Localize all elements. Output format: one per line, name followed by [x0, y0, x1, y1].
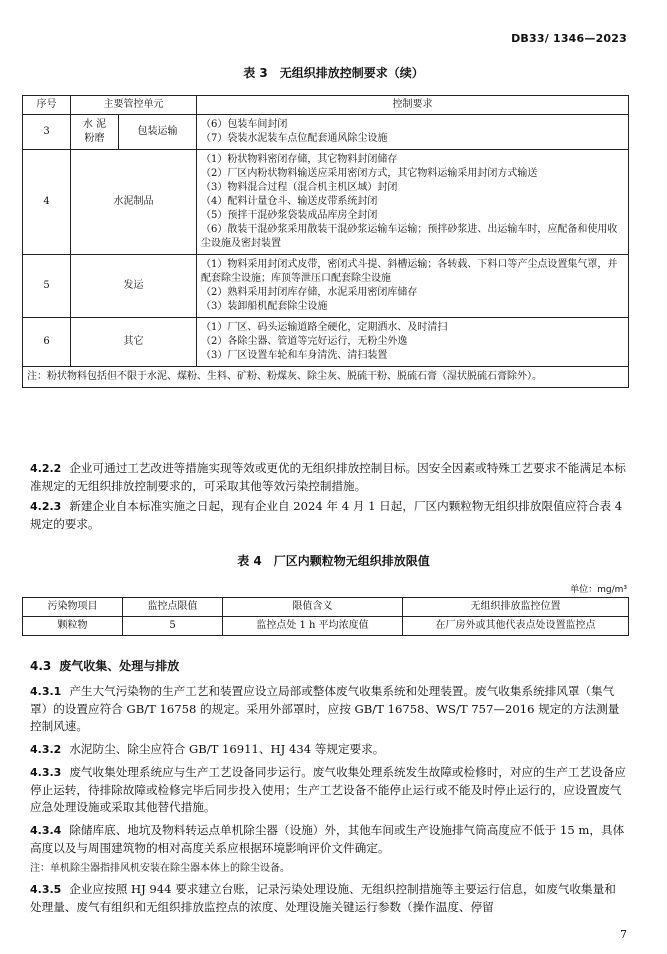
clause-number: 4.3.2	[30, 743, 62, 756]
requirement-item: （2）各除尘器、管道等完好运行，无粉尘外逸	[201, 336, 408, 347]
requirement-item: （6）包装车间封闭	[201, 119, 288, 130]
clause-text: 产生大气污染物的生产工艺和装置应设立局部或整体废气收集系统和处理装置。废气收集系统排风罩（集气罩）的设置应符合 GB/T 16758 的规定。采用外部罩时，应按 GB/T 16758、WS/T 757—2016 规定的方法测量控制风速。	[30, 684, 620, 733]
clause-number: 4.2.2	[30, 462, 62, 475]
requirement-item: （6）散装干混砂浆采用散装干混砂浆运输车运输；预拌砂浆进、出运输车时，应配备和使用收尘设施及密封装置	[201, 224, 618, 249]
section-title: 废气收集、处理与排放	[59, 659, 180, 673]
requirement-item: （2）熟料采用封闭库存储，水泥采用密闭库储存	[201, 287, 418, 298]
row-requirements	[197, 150, 629, 255]
cell-location: 在厂房外或其他代表点处设置监控点	[403, 617, 629, 636]
row-unit: 包装运输	[119, 115, 197, 150]
requirement-item: （1）物料采用封闭式皮带，密闭式斗提、斜槽运输；各转载、下料口等产尘点设置集气罩，并配套除尘设施；库顶等泄压口配套除尘设施	[201, 259, 618, 284]
header-requirements: 控制要求	[197, 96, 629, 115]
table-3-title: 表 3 无组织排放控制要求（续）	[243, 66, 424, 80]
cell-pollutant: 颗粒物	[23, 617, 123, 636]
header-pollutant: 污染物项目	[23, 598, 123, 617]
clause-number: 4.3.1	[30, 685, 62, 698]
table-3-note: 注：粉状物料包括但不限于水泥、煤粉、生料、矿粉、粉煤灰、除尘灰、脱硫干粉、脱硫石膏（湿状脱硫石膏除外）。	[23, 367, 629, 388]
row-seq: 4	[23, 150, 71, 255]
row-requirements	[197, 115, 629, 150]
table-3	[22, 95, 629, 388]
table-4	[22, 597, 629, 636]
row-unit: 水泥制品	[71, 150, 197, 255]
paragraph-4-3-4-note: 注：单机除尘器指排风机安装在除尘器本体上的除尘设备。	[30, 863, 290, 874]
table-note-row	[23, 367, 629, 388]
table-row	[23, 115, 629, 150]
clause-text: 企业可通过工艺改进等措施实现等效或更优的无组织排放控制目标。因安全因素或特殊工艺要求不能满足本标准规定的无组织排放控制要求的，可采取其他等效污染控制措施。	[30, 461, 626, 493]
requirement-item: （3）装卸船机配套除尘设施	[201, 301, 328, 312]
table-4-title: 表 4 厂区内颗粒物无组织排放限值	[237, 554, 430, 568]
section-number: 4.3	[30, 659, 52, 673]
clause-text: 水泥防尘、除尘应符合 GB/T 16911、HJ 434 等规定要求。	[69, 742, 385, 756]
clause-text: 除储库底、地坑及物料转运点单机除尘器（设施）外，其他车间或生产设施排气筒高度应不低于 15 m，具体高度以及与周围建筑物的相对高度关系应根据环境影响评价文件确定。	[30, 823, 625, 855]
row-seq: 3	[23, 115, 71, 150]
row-seq: 5	[23, 255, 71, 318]
requirement-item: （2）厂区内粉状物料输送应采用密闭方式，其它物料运输采用封闭方式输送	[201, 168, 538, 179]
header-meaning: 限值含义	[223, 598, 403, 617]
paragraph-4-3-1	[30, 683, 626, 736]
row-seq: 6	[23, 318, 71, 367]
clause-number: 4.3.5	[30, 883, 62, 896]
table-4-unit: 单位：mg/m³	[570, 585, 627, 595]
page-number: 7	[620, 928, 627, 941]
header-location: 无组织排放监控位置	[403, 598, 629, 617]
document-id: DB33/ 1346—2023	[511, 32, 627, 45]
clause-number: 4.3.3	[30, 766, 62, 779]
paragraph-4-3-3	[30, 764, 626, 817]
paragraph-4-3-4	[30, 822, 626, 857]
requirement-item: （4）配料计量仓斗、输送皮带系统封闭	[201, 196, 378, 207]
table-row	[23, 617, 629, 636]
row-unit: 其它	[71, 318, 197, 367]
row-requirements	[197, 318, 629, 367]
paragraph-4-2-3	[30, 498, 626, 533]
header-limit: 监控点限值	[123, 598, 223, 617]
requirement-item: （1）粉状物料密闭存储，其它物料封闭储存	[201, 154, 398, 165]
header-unit: 主要管控单元	[71, 96, 197, 115]
section-4-3-heading	[30, 657, 179, 674]
clause-text: 新建企业自本标准实施之日起，现有企业自 2024 年 4 月 1 日起，厂区内颗粒物无组织排放限值应符合表 4 规定的要求。	[30, 499, 623, 531]
clause-text: 废气收集处理系统应与生产工艺设备同步运行。废气收集处理系统发生故障或检修时，对应的生产工艺设备应停止运转，待排除故障或检修完毕后同步投入使用；生产工艺设备不能停止运行或不能及时停止运行的，应设置废气应急处理设施或采取其他替代措施。	[30, 765, 626, 814]
paragraph-4-3-2	[30, 741, 626, 759]
requirement-item: （1）厂区、码头运输道路全硬化，定期洒水、及时清扫	[201, 322, 448, 333]
requirement-item: （7）袋装水泥装车点位配套通风除尘设施	[201, 133, 388, 144]
table-row	[23, 318, 629, 367]
table-4-header-row	[23, 598, 629, 617]
row-requirements	[197, 255, 629, 318]
table-3-header-row	[23, 96, 629, 115]
table-row	[23, 150, 629, 255]
header-seq: 序号	[23, 96, 71, 115]
row-group: 水 泥 粉磨	[71, 115, 119, 150]
clause-number: 4.3.4	[30, 824, 62, 837]
requirement-item: （3）厂区设置车轮和车身清洗、清扫装置	[201, 350, 388, 361]
clause-text: 企业应按照 HJ 944 要求建立台账，记录污染处理设施、无组织控制措施等主要运行信息，如废气收集量和处理量、废气有组织和无组织排放监控点的浓度、处理设施关键运行参数（操作温度、停留	[30, 882, 616, 914]
requirement-item: （3）物料混合过程（混合机主机区域）封闭	[201, 182, 398, 193]
cell-limit: 5	[123, 617, 223, 636]
paragraph-4-3-5	[30, 881, 626, 916]
cell-meaning: 监控点处 1 h 平均浓度值	[223, 617, 403, 636]
table-row	[23, 255, 629, 318]
paragraph-4-2-2	[30, 460, 626, 495]
row-unit: 发运	[71, 255, 197, 318]
requirement-item: （5）预拌干混砂浆袋装成品库房全封闭	[201, 210, 378, 221]
clause-number: 4.2.3	[30, 500, 62, 513]
